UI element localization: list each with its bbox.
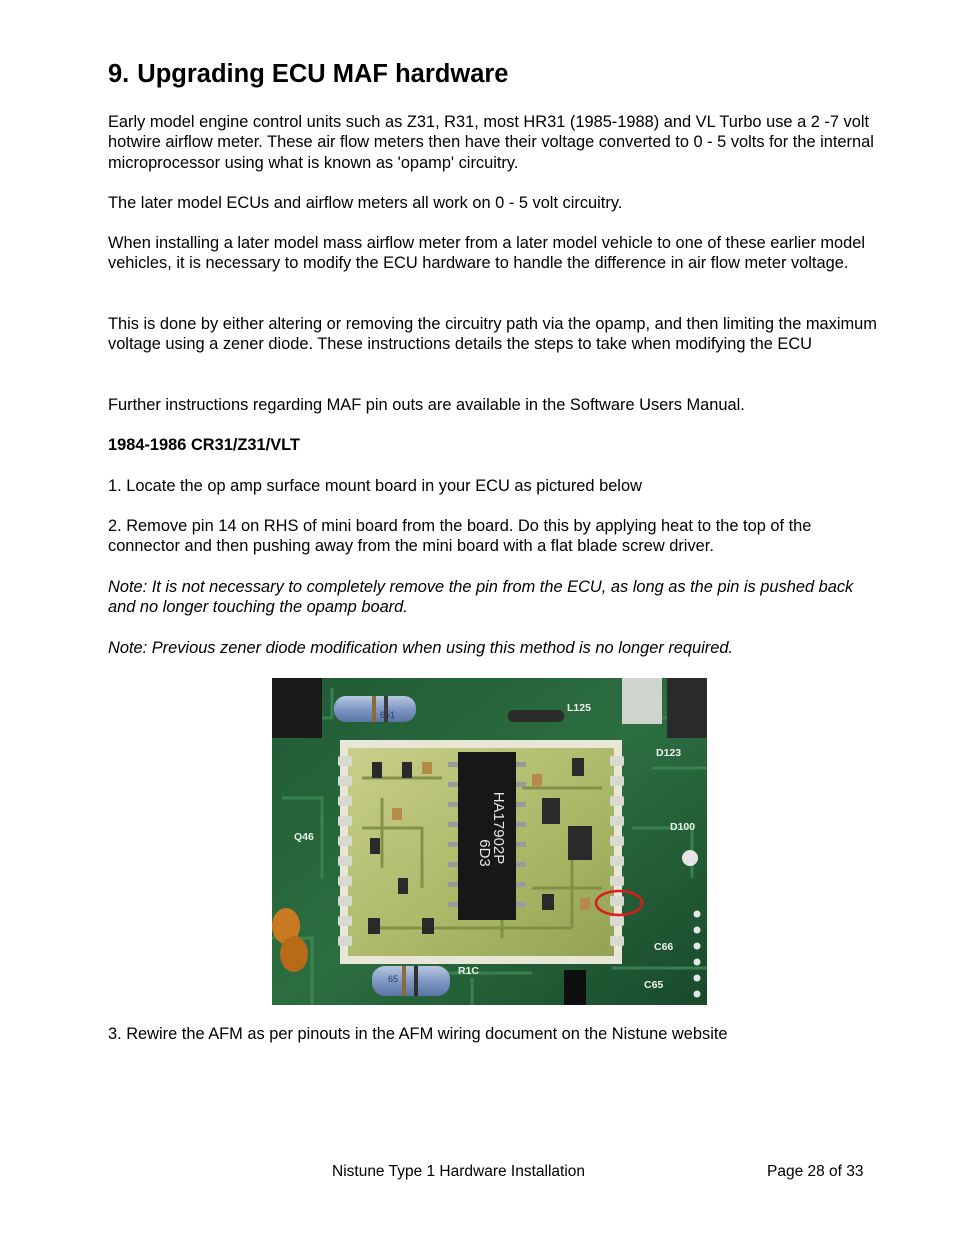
paragraph-installing: When installing a later model mass airflow meter from a later model vehicle to one of these earlier model vehicles, it is necessary to modify the ECU hardware to handle the difference in air flow meter voltage. — [108, 234, 866, 273]
paragraph-method: This is done by either altering or removing the circuitry path via the opamp, and then limiting the maximum voltage using a zener diode. These instructions details the steps to take when modifying the ECU — [108, 315, 877, 354]
note-pin: Note: It is not necessary to completely remove the pin from the ECU, as long as the pin is pushed back and no longer touching the opamp board. — [108, 578, 854, 617]
paragraph-further: Further instructions regarding MAF pin outs are available in the Software Users Manual. — [108, 396, 745, 414]
silkscreen-d123: D123 — [656, 747, 682, 759]
silkscreen-q46: Q46 — [294, 831, 314, 843]
step-2: 2. Remove pin 14 on RHS of mini board from the board. Do this by applying heat to the top of the connector and then pushing away from the mini board with a flat blade screw driver. — [108, 517, 812, 556]
resistor-marking-bottom: 65 — [388, 974, 399, 984]
resistor-marking-top: 651 — [380, 710, 396, 720]
step-3: 3. Rewire the AFM as per pinouts in the AFM wiring document on the Nistune website — [108, 1025, 728, 1043]
footer-doc-title: Nistune Type 1 Hardware Installation — [332, 1163, 586, 1180]
subsection-heading: 1984-1986 CR31/Z31/VLT — [108, 436, 300, 454]
page-title — [108, 60, 508, 89]
ecu-opamp-board-photo — [272, 678, 707, 1005]
section-number: 9. — [108, 60, 130, 88]
silkscreen-c65: C65 — [644, 979, 664, 991]
intro-paragraph: Early model engine control units such as Z31, R31, most HR31 (1985-1988) and VL Turbo use a 2 -7 volt hotwire airflow meter. These air flow meters then have their voltage converted to 0 - 5 volts for the internal microprocessor using what is known as 'opamp' circuitry. — [108, 113, 874, 172]
footer-page-number: Page 28 of 33 — [767, 1163, 864, 1180]
step-1: 1. Locate the op amp surface mount board in your ECU as pictured below — [108, 477, 642, 495]
note-zener: Note: Previous zener diode modification when using this method is no longer required. — [108, 639, 734, 657]
chip-marking-top: 6D3 — [476, 839, 493, 867]
silkscreen-r1c: R1C — [458, 965, 480, 977]
silkscreen-c66: C66 — [654, 941, 674, 953]
section-title: Upgrading ECU MAF hardware — [137, 60, 509, 88]
paragraph-later-models: The later model ECUs and airflow meters all work on 0 - 5 volt circuitry. — [108, 194, 623, 212]
silkscreen-d100: D100 — [670, 821, 696, 833]
silkscreen-l125: L125 — [567, 702, 591, 714]
chip-marking-part: HA17902P — [490, 791, 507, 865]
